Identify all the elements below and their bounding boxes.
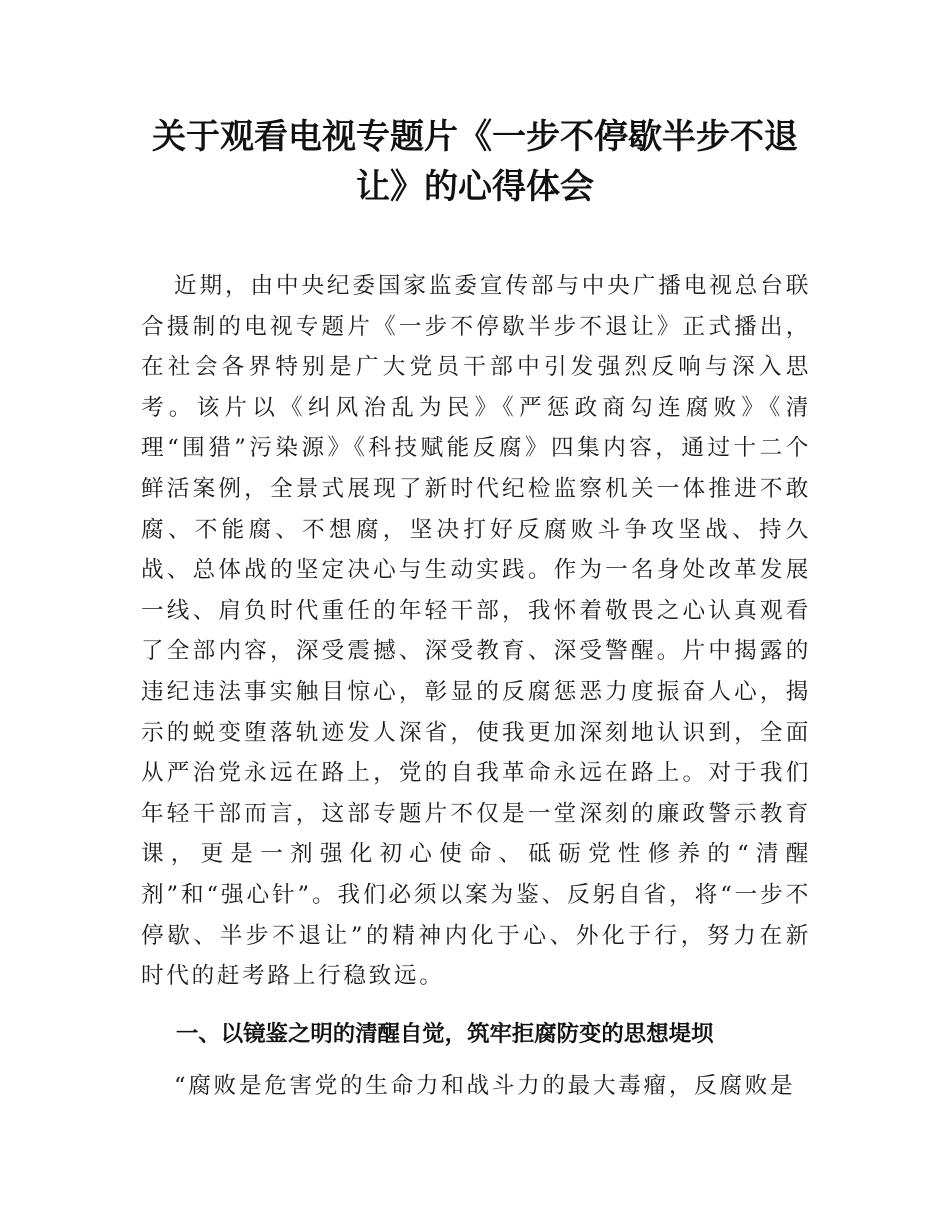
section-heading-1: 一、以镜鉴之明的清醒自觉，筑牢拒腐防变的思想堤坝 bbox=[176, 1021, 714, 1047]
section-1-paragraph: “腐败是危害党的生命力和战斗力的最大毒瘤，反腐败是 bbox=[174, 1073, 796, 1099]
intro-paragraph: 近期，由中央纪委国家监委宣传部与中央广播电视总台联合摄制的电视专题片《一步不停歇半步不退让》正式播出，在社会各界特别是广大党员干部中引发强烈反响与深入思考。该片以《纠风治乱为民》《严惩政商勾连腐败》《清理“围猎”污染源》《科技赋能反腐》四集内容，通过十二个鲜活案例，全景式展现了新时代纪检监察机关一体推进不敢腐、不能腐、不想腐，坚决打好反腐败斗争攻坚战、持久战、总体战的坚定决心与生动实践。作为一名身处改革发展一线、肩负时代重任的年轻干部，我怀着敬畏之心认真观看了全部内容，深受震撼、深受教育、深受警醒。片中揭露的违纪违法事实触目惊心，彰显的反腐惩恶力度振奋人心，揭示的蜕变堕落轨迹发人深省，使我更加深刻地认识到，全面从严治党永远在路上，党的自我革命永远在路上。对于我们年轻干部而言，这部专题片不仅是一堂深刻的廉政警示教育课，更是一剂强化初心使命、砥砺党性修养的“清醒剂”和“强心针”。我们必须以案为鉴、反躬自省，将“一步不停歇、半步不退让”的精神内化于心、外化于行，努力在新时代的赶考路上行稳致远。 bbox=[141, 273, 811, 990]
document-title: 关于观看电视专题片《一步不停歇半步不退让》的心得体会 bbox=[152, 117, 798, 207]
